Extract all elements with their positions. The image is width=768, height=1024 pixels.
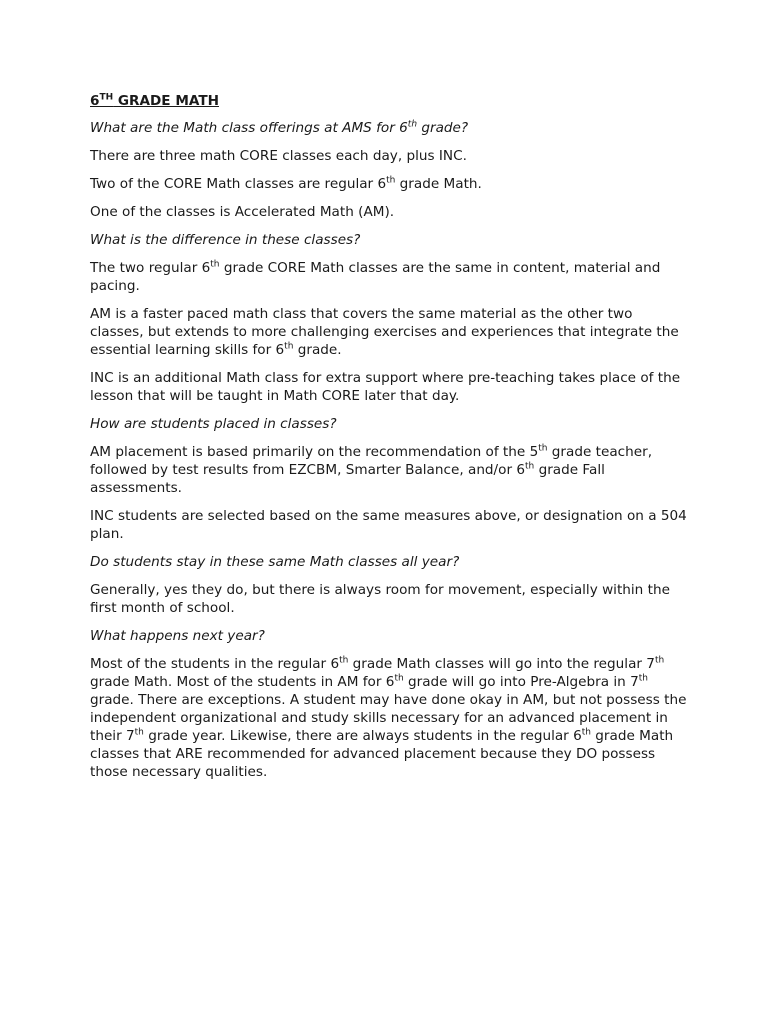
text-run: AM is a faster paced math class that covers the same material as the other two classes, but extends to more challenging exercises and experiences that integrate the essential learning skills for 6 bbox=[90, 306, 679, 358]
text-run: What happens next year? bbox=[90, 628, 265, 644]
body-paragraph bbox=[90, 203, 690, 221]
question-heading bbox=[90, 627, 690, 645]
body-paragraph bbox=[90, 175, 690, 193]
question-heading bbox=[90, 231, 690, 249]
text-run: Do students stay in these same Math classes all year? bbox=[90, 554, 460, 570]
text-run: grade. There are exceptions. A student may have done okay in AM, but not possess the independent organizational and study skills necessary for an advanced placement in their 7 bbox=[90, 692, 687, 744]
text-run: Most of the students in the regular 6 bbox=[90, 656, 340, 672]
text-run: grade? bbox=[417, 120, 469, 136]
page-title bbox=[90, 92, 690, 110]
text-run: grade will go into Pre-Algebra in 7 bbox=[403, 674, 639, 690]
text-run: grade teacher, followed by test results from EZCBM, Smarter Balance, and/or 6 bbox=[90, 444, 653, 478]
document-body bbox=[90, 92, 690, 791]
paragraph-list bbox=[90, 119, 690, 781]
ordinal-superscript: th bbox=[210, 259, 220, 270]
ordinal-superscript: th bbox=[134, 727, 144, 738]
ordinal-superscript: th bbox=[386, 175, 396, 186]
text-run: One of the classes is Accelerated Math (AM). bbox=[90, 204, 395, 220]
title-superscript: TH bbox=[99, 92, 114, 103]
body-paragraph bbox=[90, 443, 690, 497]
body-paragraph bbox=[90, 305, 690, 359]
text-run: How are students placed in classes? bbox=[90, 416, 337, 432]
body-paragraph bbox=[90, 507, 690, 543]
ordinal-superscript: th bbox=[538, 443, 548, 454]
text-run: What is the difference in these classes? bbox=[90, 232, 361, 248]
ordinal-superscript: th bbox=[581, 727, 591, 738]
title-number: 6 bbox=[90, 93, 100, 109]
text-run: grade CORE Math classes are the same in content, material and pacing. bbox=[90, 260, 661, 294]
body-paragraph bbox=[90, 369, 690, 405]
text-run: There are three math CORE classes each day, plus INC. bbox=[90, 148, 467, 164]
ordinal-superscript: th bbox=[638, 673, 649, 684]
body-paragraph bbox=[90, 147, 690, 165]
text-run: grade year. Likewise, there are always students in the regular 6 bbox=[143, 728, 582, 744]
ordinal-superscript: th bbox=[284, 341, 294, 352]
question-heading bbox=[90, 415, 690, 433]
body-paragraph bbox=[90, 581, 690, 617]
text-run: grade Math classes will go into the regular 7 bbox=[348, 656, 655, 672]
text-run: INC students are selected based on the same measures above, or designation on a 504 plan. bbox=[90, 508, 687, 542]
body-paragraph bbox=[90, 655, 690, 781]
ordinal-superscript: th bbox=[339, 655, 349, 666]
ordinal-superscript: th bbox=[407, 119, 418, 130]
text-run: grade Math. bbox=[395, 176, 482, 192]
text-run: AM placement is based primarily on the recommendation of the 5 bbox=[90, 444, 539, 460]
ordinal-superscript: th bbox=[654, 655, 665, 666]
text-run: Two of the CORE Math classes are regular 6 bbox=[90, 176, 387, 192]
text-run: The two regular 6 bbox=[90, 260, 211, 276]
text-run: grade Math. Most of the students in AM for 6 bbox=[90, 674, 395, 690]
text-run: INC is an additional Math class for extra support where pre-teaching takes place of the lesson that will be taught in Math CORE later that day. bbox=[90, 370, 681, 404]
ordinal-superscript: th bbox=[394, 673, 404, 684]
text-run: Generally, yes they do, but there is always room for movement, especially within the first month of school. bbox=[90, 582, 670, 616]
text-run: grade Fall assessments. bbox=[90, 462, 605, 496]
question-heading bbox=[90, 119, 690, 137]
text-run: grade Math classes that ARE recommended for advanced placement because they DO possess those necessary qualities. bbox=[90, 728, 674, 780]
title-text: GRADE MATH bbox=[113, 93, 219, 109]
text-run: grade. bbox=[293, 342, 342, 358]
body-paragraph bbox=[90, 259, 690, 295]
question-heading bbox=[90, 553, 690, 571]
text-run: What are the Math class offerings at AMS for 6 bbox=[90, 120, 408, 136]
ordinal-superscript: th bbox=[525, 461, 535, 472]
